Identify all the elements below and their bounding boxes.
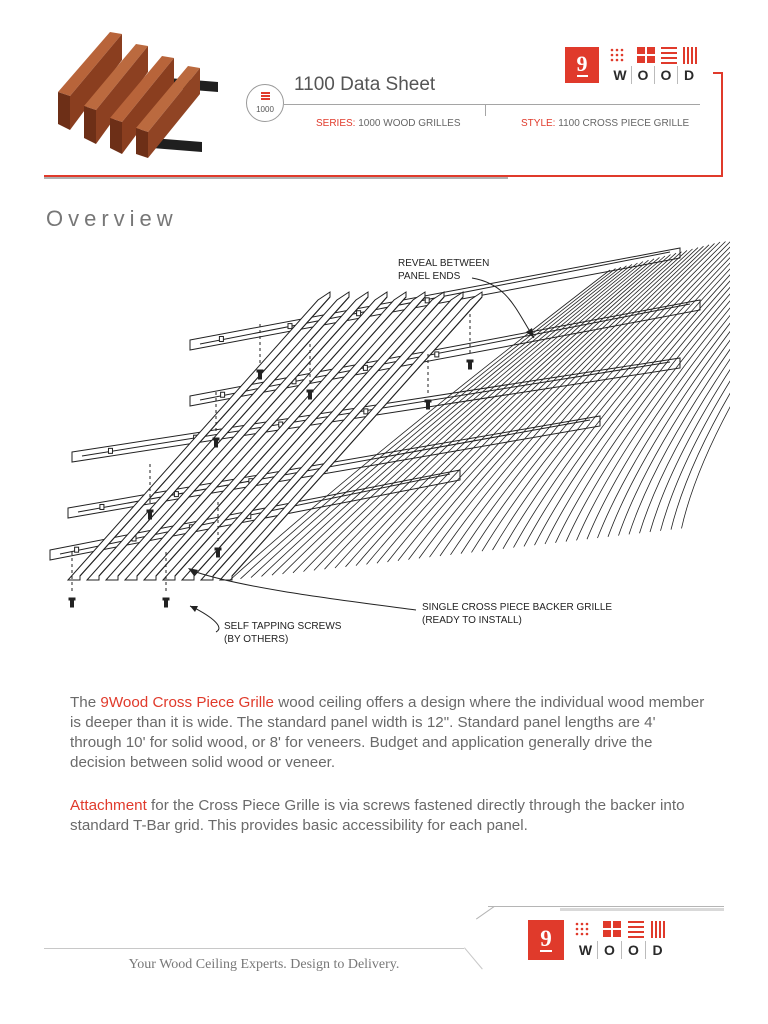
logo-letter: W — [578, 942, 593, 958]
logo-letter: O — [631, 66, 654, 84]
block-pattern-icon — [637, 47, 655, 64]
attachment-paragraph — [70, 796, 710, 836]
logo-letter: O — [621, 941, 645, 959]
product-photo — [50, 20, 228, 160]
screw-head — [147, 510, 153, 512]
screw-head — [163, 598, 169, 600]
logo-wordmark — [574, 941, 669, 959]
t-bar-slot — [75, 547, 79, 552]
screw-head — [69, 598, 75, 600]
footer-gray-bar — [560, 908, 724, 911]
screws-callout-line2: (BY OTHERS) — [224, 634, 289, 645]
logo-mark-text: 9 — [576, 51, 588, 76]
screw-head — [215, 548, 221, 550]
logo-mark-text: 9 — [540, 926, 552, 951]
series-value: 1000 WOOD GRILLES — [358, 118, 461, 129]
t-bar-slot — [435, 352, 439, 357]
footer-tagline: Your Wood Ceiling Experts. Design to Delivery. — [128, 957, 400, 972]
header-gray-rule — [44, 177, 508, 179]
line-pattern-icon — [661, 47, 677, 64]
screw-head — [213, 438, 219, 440]
attachment-text: for the Cross Piece Grille is via screws fastened directly through the backer into standard T-Bar grid. This provides basic accessibility for each panel. — [70, 797, 685, 834]
logo-patterns — [609, 47, 699, 64]
screw-head — [467, 360, 473, 362]
veneer-slat — [608, 240, 730, 537]
t-bar-slot — [357, 311, 361, 316]
bar-pattern-icon — [651, 921, 667, 938]
wood-slat — [68, 292, 330, 580]
screw-head — [307, 390, 313, 392]
t-bar-slot — [219, 336, 223, 341]
left-grille-panel — [68, 292, 482, 580]
style-value: 1100 CROSS PIECE GRILLE — [558, 118, 690, 129]
footer-slant-rule — [476, 906, 495, 919]
series-label — [316, 118, 461, 129]
t-bar-slot — [364, 409, 368, 414]
veneer-slat — [503, 240, 730, 549]
header-logo — [565, 47, 705, 87]
style-label — [521, 118, 689, 129]
logo-letter: D — [677, 66, 700, 84]
installation-diagram — [40, 240, 730, 670]
reveal-callout-line1: REVEAL BETWEEN — [398, 258, 490, 269]
screw-head — [425, 400, 431, 402]
screw-head — [257, 370, 263, 372]
logo-letter: O — [597, 941, 621, 959]
backer-callout-line2: (READY TO INSTALL) — [422, 615, 522, 626]
style-key: STYLE: — [521, 118, 556, 129]
header-rule — [284, 104, 700, 105]
product-name-highlight: 9Wood Cross Piece Grille — [100, 694, 274, 711]
header-divider — [485, 104, 486, 116]
reveal-callout-line2: PANEL ENDS — [398, 271, 461, 282]
veneer-slat — [524, 240, 730, 546]
logo-patterns — [574, 921, 667, 938]
series-key: SERIES: — [316, 118, 356, 129]
veneer-slat — [545, 240, 730, 544]
dot-pattern-icon — [609, 47, 631, 64]
grille-icon — [261, 92, 270, 102]
line-pattern-icon — [628, 921, 644, 938]
footer-logo — [528, 920, 678, 962]
intro-prefix: The — [70, 694, 101, 711]
logo-letter: D — [645, 941, 669, 959]
sheet-title: 1100 Data Sheet — [294, 74, 436, 95]
series-badge — [246, 84, 284, 122]
block-pattern-icon — [603, 921, 621, 938]
veneer-slat — [661, 240, 731, 531]
bar-pattern-icon — [683, 47, 699, 64]
footer-top-rule — [488, 906, 724, 907]
intro-paragraph — [70, 693, 710, 773]
badge-number: 1000 — [256, 105, 274, 114]
intro-text: wood ceiling offers a design where the individual wood member is deeper than it is wide. The standard panel width is 12". Standard panel lengths are 4' through 10' for solid wood, or 8' for veneers. Budget and application generally drive the decision between solid wood or veneer. — [70, 694, 705, 771]
t-bar-slot — [174, 492, 178, 497]
t-bar-slot — [221, 392, 225, 397]
logo-mark — [528, 920, 564, 960]
veneer-slat — [629, 240, 730, 534]
t-bar-slot — [363, 365, 367, 370]
footer-rule — [44, 948, 464, 949]
t-bar-slot — [108, 448, 112, 453]
t-bar-slot — [288, 324, 292, 329]
t-bar-slot — [100, 504, 104, 509]
logo-wordmark — [609, 66, 700, 84]
veneer-slat — [619, 240, 731, 536]
logo-letter: W — [613, 67, 627, 83]
attachment-highlight: Attachment — [70, 797, 147, 814]
backer-callout-line1: SINGLE CROSS PIECE BACKER GRILLE — [422, 602, 613, 613]
dot-pattern-icon — [574, 921, 596, 938]
logo-mark — [565, 47, 599, 83]
section-heading: Overview — [46, 206, 178, 231]
logo-letter: O — [654, 66, 677, 84]
header-accent-side — [721, 72, 723, 176]
t-bar-slot — [425, 298, 429, 303]
screws-callout-line1: SELF TAPPING SCREWS — [224, 621, 342, 632]
